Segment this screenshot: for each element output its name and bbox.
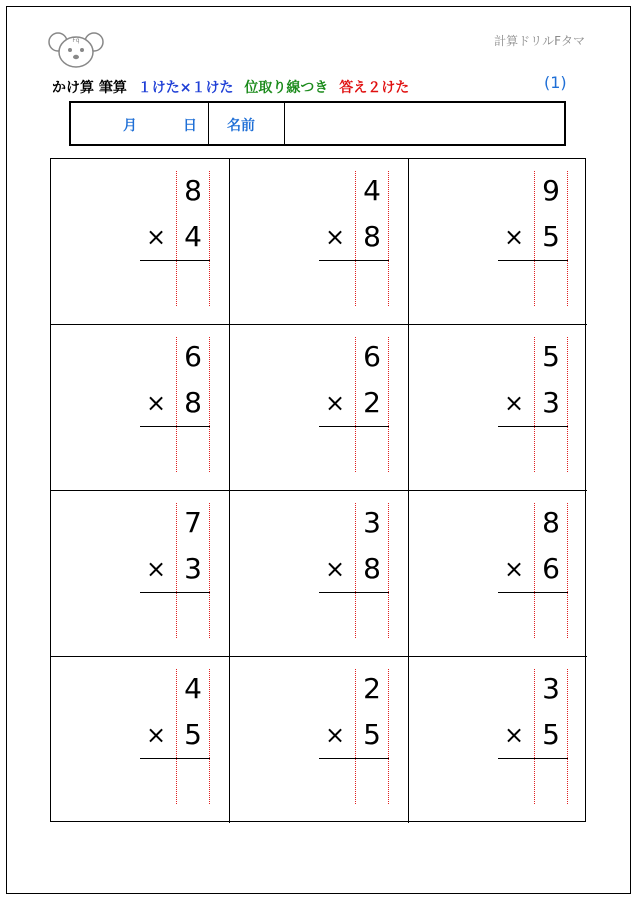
place-value-guide-line	[209, 503, 210, 638]
answer-line	[140, 260, 210, 261]
place-value-guide-line	[388, 171, 389, 306]
answer-ones-box[interactable]	[535, 263, 567, 303]
title-part-operation: かけ算 筆算	[52, 80, 127, 96]
answer-ones-box[interactable]	[535, 429, 567, 469]
answer-line	[319, 426, 389, 427]
answer-tens-box[interactable]	[143, 263, 175, 303]
multiplicand-digit: 5	[542, 340, 560, 373]
problem-cell	[409, 657, 587, 823]
title-part-answer: 答え２けた	[339, 80, 410, 96]
multiplicand-digit: 6	[184, 340, 202, 373]
problem-cell	[51, 657, 230, 823]
place-value-guide-line	[567, 669, 568, 804]
multiplier-digit: 5	[542, 718, 560, 751]
place-value-guide-line	[209, 171, 210, 306]
multiplier-digit: 8	[363, 552, 381, 585]
answer-ones-box[interactable]	[177, 429, 209, 469]
multiplicand-digit: 3	[363, 506, 381, 539]
multiplicand-digit: 6	[363, 340, 381, 373]
problem-cell	[409, 325, 587, 491]
problem-cell	[230, 491, 409, 657]
mouse-logo-icon	[48, 30, 104, 70]
name-field[interactable]	[285, 103, 564, 144]
times-sign: ×	[325, 555, 346, 583]
multiplier-digit: 6	[542, 552, 560, 585]
problem-cell	[230, 159, 409, 325]
times-sign: ×	[146, 555, 167, 583]
multiplier-digit: 5	[363, 718, 381, 751]
place-value-guide-line	[567, 503, 568, 638]
answer-ones-box[interactable]	[177, 595, 209, 635]
month-label: 月	[123, 118, 137, 134]
date-cell[interactable]	[71, 103, 209, 144]
answer-line	[140, 592, 210, 593]
answer-ones-box[interactable]	[356, 761, 388, 801]
place-value-guide-line	[567, 171, 568, 306]
answer-tens-box[interactable]	[322, 595, 354, 635]
place-value-guide-line	[388, 669, 389, 804]
answer-tens-box[interactable]	[501, 429, 533, 469]
times-sign: ×	[325, 223, 346, 251]
answer-tens-box[interactable]	[322, 263, 354, 303]
answer-tens-box[interactable]	[143, 429, 175, 469]
answer-tens-box[interactable]	[143, 595, 175, 635]
problem-cell	[51, 325, 230, 491]
answer-line	[498, 758, 568, 759]
title-part-digits: １けた×１けた	[137, 80, 234, 96]
svg-text:Fq: Fq	[72, 37, 80, 44]
answer-line	[319, 592, 389, 593]
answer-line	[140, 426, 210, 427]
place-value-guide-line	[209, 337, 210, 472]
multiplier-digit: 3	[184, 552, 202, 585]
answer-ones-box[interactable]	[356, 429, 388, 469]
multiplier-digit: 4	[184, 220, 202, 253]
answer-ones-box[interactable]	[177, 263, 209, 303]
answer-line	[140, 758, 210, 759]
multiplier-digit: 8	[184, 386, 202, 419]
title-part-guides: 位取り線つき	[244, 80, 329, 96]
answer-tens-box[interactable]	[143, 761, 175, 801]
worksheet-title	[52, 77, 415, 97]
times-sign: ×	[146, 721, 167, 749]
multiplicand-digit: 8	[184, 174, 202, 207]
problem-cell	[51, 491, 230, 657]
day-label: 日	[183, 118, 197, 134]
answer-ones-box[interactable]	[356, 595, 388, 635]
date-name-box	[69, 101, 566, 146]
place-value-guide-line	[209, 669, 210, 804]
problem-cell	[230, 325, 409, 491]
multiplicand-digit: 2	[363, 672, 381, 705]
answer-ones-box[interactable]	[535, 595, 567, 635]
place-value-guide-line	[567, 337, 568, 472]
answer-line	[319, 758, 389, 759]
answer-ones-box[interactable]	[356, 263, 388, 303]
times-sign: ×	[504, 555, 525, 583]
times-sign: ×	[504, 389, 525, 417]
place-value-guide-line	[388, 503, 389, 638]
times-sign: ×	[325, 721, 346, 749]
times-sign: ×	[325, 389, 346, 417]
answer-tens-box[interactable]	[501, 761, 533, 801]
problem-cell	[409, 159, 587, 325]
answer-ones-box[interactable]	[177, 761, 209, 801]
problem-cell	[51, 159, 230, 325]
multiplicand-digit: 8	[542, 506, 560, 539]
answer-line	[498, 426, 568, 427]
multiplicand-digit: 7	[184, 506, 202, 539]
name-label-cell	[209, 103, 285, 144]
answer-tens-box[interactable]	[501, 263, 533, 303]
problem-cell	[230, 657, 409, 823]
times-sign: ×	[504, 721, 525, 749]
multiplicand-digit: 4	[184, 672, 202, 705]
answer-ones-box[interactable]	[535, 761, 567, 801]
times-sign: ×	[146, 389, 167, 417]
multiplier-digit: 8	[363, 220, 381, 253]
multiplier-digit: 5	[542, 220, 560, 253]
times-sign: ×	[504, 223, 525, 251]
multiplier-digit: 5	[184, 718, 202, 751]
problem-grid	[50, 158, 586, 822]
multiplicand-digit: 4	[363, 174, 381, 207]
brand-label: 計算ドリルFタマ	[494, 34, 585, 48]
answer-line	[498, 260, 568, 261]
answer-line	[498, 592, 568, 593]
name-label: 名前	[227, 118, 255, 134]
answer-tens-box[interactable]	[322, 429, 354, 469]
multiplier-digit: 3	[542, 386, 560, 419]
answer-line	[319, 260, 389, 261]
times-sign: ×	[146, 223, 167, 251]
multiplier-digit: 2	[363, 386, 381, 419]
problem-cell	[409, 491, 587, 657]
answer-tens-box[interactable]	[501, 595, 533, 635]
multiplicand-digit: 9	[542, 174, 560, 207]
multiplicand-digit: 3	[542, 672, 560, 705]
place-value-guide-line	[388, 337, 389, 472]
sheet-number: (1)	[544, 73, 567, 92]
answer-tens-box[interactable]	[322, 761, 354, 801]
